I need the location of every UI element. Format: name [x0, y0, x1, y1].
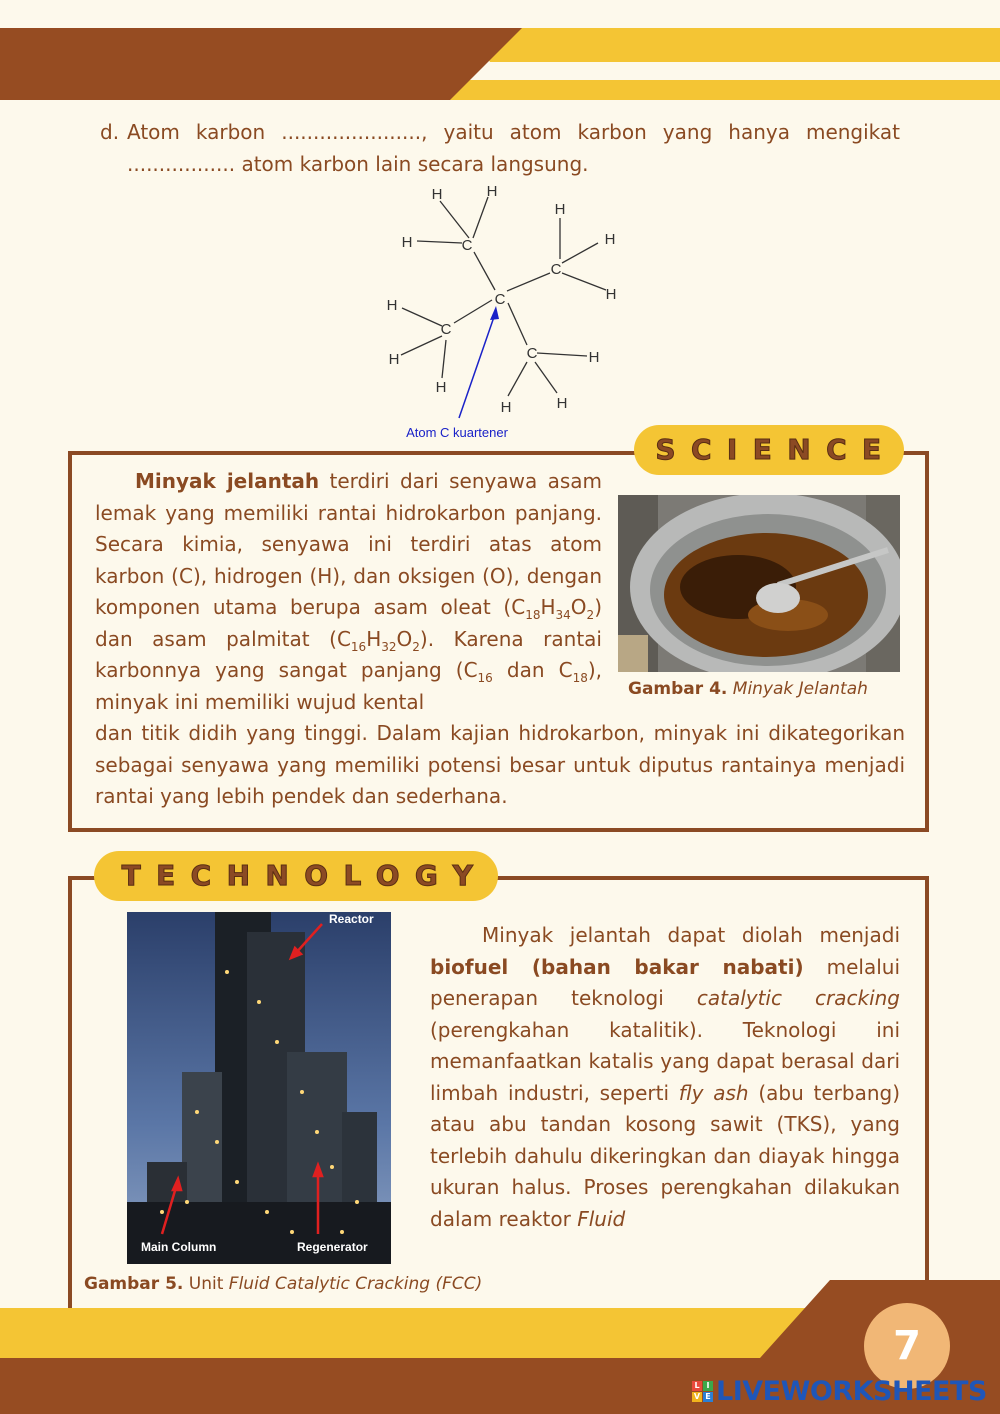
hydrogen-atom: H — [588, 349, 600, 366]
carbon-atom-upper-right: C — [550, 261, 562, 278]
liveworksheets-watermark — [692, 1376, 987, 1406]
hydrogen-atom: H — [500, 399, 512, 416]
page-number: 7 — [893, 1323, 921, 1369]
hydrogen-atom: H — [386, 297, 398, 314]
item-marker: d. — [100, 120, 120, 144]
technology-paragraph: Minyak jelantah dapat diolah menjadi biofuel (bahan bakar nabati) melalui penerapan teknologi catalytic cracking (perengkahan katalitik). Teknologi ini memanfaatkan katalis yang dapat berasal dari limbah industri, seperti fly ash (abu terbang) atau abu tandan kosong sawit (TKS), yang terlebih dahulu dikeringkan dan diayak hingga ukuran halus. Proses perengkahan dilakukan dalam reaktor Fluid — [430, 923, 901, 1231]
watermark-text: LIVEWORKSHEETS — [716, 1375, 987, 1407]
carbon-atom-upper-left: C — [461, 237, 473, 254]
hydrogen-atom: H — [556, 395, 568, 412]
label-regenerator: Regenerator — [297, 1240, 368, 1254]
hydrogen-atom: H — [401, 234, 413, 251]
term-minyak-jelantah: Minyak jelantah — [135, 469, 320, 493]
label-main-column: Main Column — [141, 1240, 217, 1254]
neopentane-structure-diagram — [370, 178, 640, 443]
term-biofuel: biofuel (bahan bakar nabati) — [430, 954, 804, 979]
science-paragraph-top: Minyak jelantah terdiri dari senyawa asam lemak yang memiliki rantai hidrokarbon panjang. Secara kimia, senyawa ini terdiri atas atom karbon (C), hidrogen (H), dan oksigen (O), dengan komponen utama berupa asam oleat $(C_{18}H_{34}O_2)$ dan asam palmitat $(C_{16}H_{32}O_2)$. Karena rantai karbonnya yang sangat panjang ($C_{16}$ dan $C_{18}$), minyak ini memiliki wujud kental — [95, 469, 603, 714]
figure-4-caption: Gambar 4. Minyak Jelantah — [628, 679, 868, 699]
carbon-atom-central: C — [494, 291, 506, 308]
hydrogen-atom: H — [605, 286, 617, 303]
fcc-unit-photo — [127, 912, 391, 1264]
carbon-atom-lower-right: C — [526, 345, 538, 362]
figure-5-caption: Gambar 5. Unit Fluid Catalytic Cracking (FCC) — [84, 1274, 483, 1294]
used-cooking-oil-photo — [618, 495, 900, 672]
header-decoration — [0, 0, 1000, 110]
hydrogen-atom: H — [604, 231, 616, 248]
science-label: SCIENCE — [634, 425, 904, 475]
pointer-label: Atom C kuartener — [406, 425, 508, 440]
answer-blank-1[interactable]: ......................, — [281, 120, 428, 144]
label-reactor: Reactor — [329, 912, 374, 926]
answer-blank-2[interactable]: ................. — [127, 151, 236, 176]
technology-label: TECHNOLOGY — [94, 851, 498, 901]
hydrogen-atom: H — [554, 201, 566, 218]
hydrogen-atom: H — [431, 186, 443, 203]
hydrogen-atom: H — [435, 379, 447, 396]
carbon-atom-left: C — [440, 321, 452, 338]
hydrogen-atom: H — [388, 351, 400, 368]
science-paragraph-bottom: dan titik didih yang tinggi. Dalam kajian hidrokarbon, minyak ini dikategorikan sebagai senyawa yang memiliki potensi besar untuk diputus rantainya menjadi rantai yang lebih pendek dan sederhana. — [95, 721, 905, 808]
question-item-d: d. Atom karbon ......................, yaitu atom karbon yang hanya mengikat ................. atom karbon lain secara langsung. — [100, 117, 900, 180]
hydrogen-atom: H — [486, 183, 498, 200]
liveworksheets-logo-icon: L I V E — [692, 1381, 713, 1402]
